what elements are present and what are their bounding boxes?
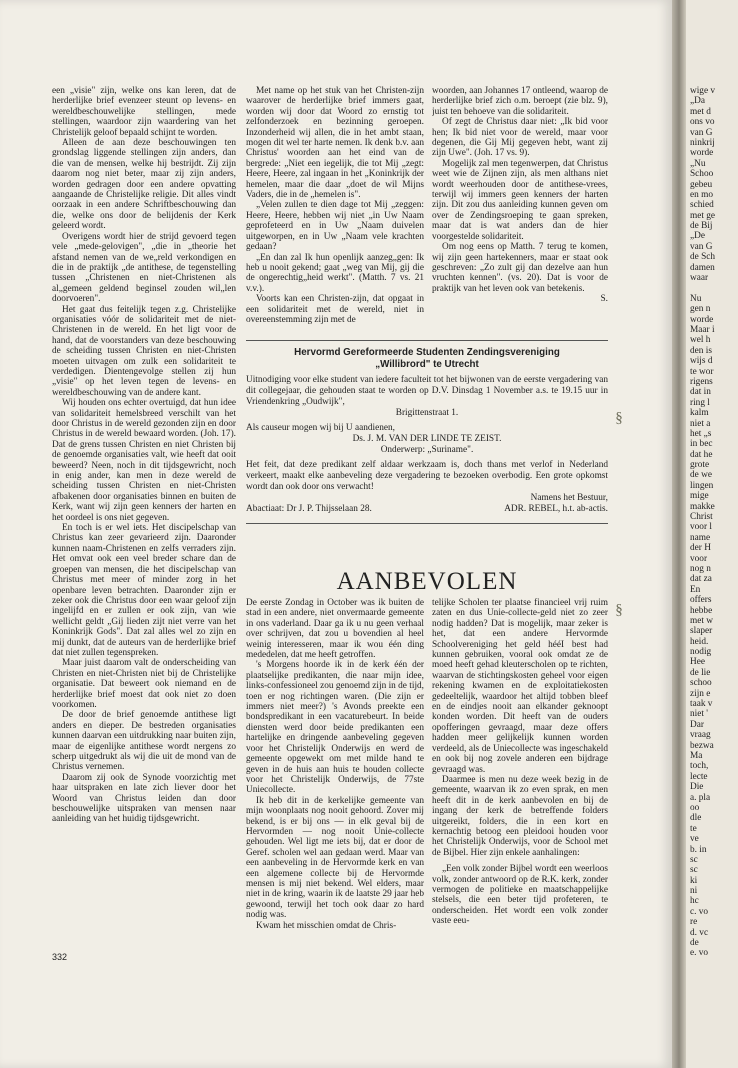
paragraph: Daarom zij ook de Synode voorzichtig met haar uitspraken en late zich liever door het Woord van Christus leiden dan door beschouwelijke uitspraken van mensen naar aanleiding van het huidig tijdsgewricht.	[52, 772, 236, 825]
announcement-invite: Uitnodiging voor elke student van iedere faculteit tot het bijwonen van de eerste vergadering van dit collegejaar, die gehouden staat te worden op D.V. Dinsdag 1 November a.s. te 19.15 uur in Vriendenkring „Oudwijk",	[246, 375, 608, 407]
announcement-box	[246, 340, 608, 560]
next-page-line: de lie	[690, 667, 711, 678]
next-page-line: niet '	[690, 709, 708, 720]
paragraph: Met name op het stuk van het Christen-zijn waarover de herderlijke brief immers gaat, worden wij door dat Woord zo ernstig tot zelfonderzoek en bezinning geroepen. Inzonderheid wij allen, die in het ambt staan, mogen dit wel ter harte nemen. Ik denk b.v. aan Christus' woorden aan het eind van de bergrede: „Niet een iegelijk, die tot Mij „zegt: Heere, Heere, zal ingaan in het „Koninkrijk der hemelen, maar die daar „doet de wil Mijns Vaders, die in de „hemelen is".	[246, 86, 424, 201]
next-page-line: waar	[690, 273, 709, 284]
paragraph: Kwam het misschien omdat de Chris-	[256, 920, 397, 931]
next-page-line: d. vc	[690, 927, 709, 938]
next-page-line: Hee	[690, 657, 705, 668]
next-page-line: gebeu	[690, 179, 713, 190]
next-page-line: zijn e	[690, 688, 711, 699]
next-page-line: bezwa	[690, 740, 714, 751]
binder-clip-icon: §	[615, 410, 623, 426]
paragraph: Om nog eens op Matth. 7 terug te komen, wij zijn geen hartekenners, maar er staat ook geschreven: „Zo zult gij dan dezelve aan hun vruchten kennen". (vs. 20). Dat is voor de praktijk van het leven ook van betekenis.	[432, 242, 608, 294]
next-page-line: hebbe	[690, 605, 713, 616]
next-page-line: Maar i	[690, 324, 715, 335]
next-page-line: lecte	[690, 771, 708, 782]
article-column-3	[432, 86, 608, 326]
next-page-line	[690, 283, 715, 293]
article-column-1	[52, 86, 236, 948]
next-page-line: dat he	[690, 449, 713, 460]
next-page-line: hc	[690, 896, 699, 907]
next-page-line: het „s	[690, 428, 712, 439]
paragraph: En toch is er wel iets. Het discipelschap van Christus kan zeer gevarieerd zijn. Daaronder kunnen naam-Christenen en zelfs verraders zijn. Het omvat ook een veel breder schare dan de groepen van mensen, die het discipelschap van Christus met meer of minder zorg in het openbare leven betrachten. Daaronder zijn er zeker ook die Christus door een waar geloof zijn ingelijfd en er zullen er ook zijn, van wie wellicht geldt „Gij lieden zijt niet verre van het Koninkrijk Gods". Dat zal alles wel zo zijn en mij dunkt, dat de auteurs van de herderlijke brief dat niet zullen tegenspreken.	[52, 523, 236, 658]
next-page-line: taak v	[690, 699, 713, 710]
next-page-line: offers	[690, 595, 712, 606]
divider	[246, 340, 608, 341]
next-page-line: dle	[690, 813, 702, 824]
paragraph: „Velen zullen te dien dage tot Mij „zeggen: Heere, Heere, hebben wij niet „in Uw Naam geprofeteerd en in Uw „Naam duivelen uitgeworpen, en in Uw „Naam vele krachten gedaan?	[246, 200, 424, 253]
next-page-line: ni	[690, 886, 698, 897]
page-number: 332	[52, 952, 68, 962]
next-page-line: dat in	[690, 387, 711, 398]
next-page-line: Ma	[690, 751, 703, 761]
next-page-edge	[686, 0, 738, 1068]
next-page-line: vraag	[690, 730, 711, 741]
next-page-line: ons vo	[690, 117, 715, 128]
paragraph: 's Morgens hoorde ik in de kerk één der plaatselijke predikanten, die naar mijn idee, links-confessioneel zou genoemd zijn in de tijd, toen er nog richtingen waren. (Die zijn er immers niet meer?) 's Avonds preekte een bondspredikant in een vacaturebeurt. In beide diensten werd door beide predikanten een hartelijke en dringende aanbeveling gegeven voor het Christelijk Onderwijs en werd de gemeente opgewekt om met milde hand te geven in de huis aan huis te houden collecte voor het Christelijk Onderwijs, de 77ste Uniecollecte.	[246, 660, 424, 796]
divider	[246, 523, 608, 524]
paragraph: Of zegt de Christus daar niet: „Ik bid voor hen; Ik bid niet voor de wereld, maar voor degenen, die Gij Mij gegeven hebt, want zij zijn Uwe". (Joh. 17 vs. 9).	[432, 117, 608, 159]
article-column-5	[432, 598, 608, 948]
article-column-2	[246, 86, 424, 326]
next-page-line: ninkrij	[690, 137, 715, 148]
next-page-line: niet a	[690, 418, 711, 429]
next-page-line: Dar	[690, 719, 704, 730]
next-page-line: de Bij	[690, 221, 713, 232]
paragraph: Ik heb dit in de kerkelijke gemeente van mijn woonplaats nog nooit gehoord. Zover mij bekend, is er bij ons — in elk geval bij de Hervormden — nog nooit Unie-collecte gehouden. Wel ligt me iets bij, dat er door de Geref. scholen wel aan gedaan werd. Maar van een aanbeveling in de Hervormde kerk en van een algemene collecte bij de Hervormde mensen is mij niet bekend. Wel elders, maar niet in de kring, waarin ik de laatste 29 jaar heb gewoond, terwijl het toch ook daar zo hard nodig was.	[246, 795, 424, 921]
next-page-line: te wor	[690, 366, 714, 377]
next-page-line: schoo	[690, 678, 712, 689]
next-page-line: makke	[690, 501, 715, 512]
announcement-footer	[246, 504, 608, 515]
next-page-line: ki	[690, 875, 698, 886]
article-column-4	[246, 598, 424, 948]
next-page-line: oo	[690, 802, 700, 813]
next-page-line: wige v	[690, 86, 716, 96]
paragraph: Voorts kan een Christen-zijn, dat opgaat in een solidariteit met de wereld, niet in overeenstemming zijn met de	[246, 294, 424, 325]
next-page-line: kalm	[690, 408, 709, 419]
paragraph: De door de brief genoemde antithese ligt anders en dieper. De bestreden organisaties kunnen daarvan een uitdrukking naar buiten zijn, maar de eigenlijke antithese wordt nergens zo scherp uitgedrukt als wij die uit de mond van de Christus vernemen.	[52, 710, 236, 773]
next-page-line: „Nu	[690, 158, 706, 169]
next-page-line: lingen	[690, 480, 714, 491]
paragraph: een „visie" zijn, welke ons kan leren, dat de herderlijke brief evenzeer steunt op levens- en wereldbeschouwelijke stellingen, mede stellingen, waardoor zijn waardering van het Christelijk geloof bepaald schijnt te worden.	[52, 86, 236, 138]
next-page-line: te	[690, 823, 697, 834]
next-page-line: c. vo	[690, 906, 709, 917]
paragraph: Het gaat dus feitelijk tegen z.g. Christelijke organisaties vóór de solidariteit met de niet-Christenen in de wereld. En het ligt voor de hand, dat de voorstanders van deze beschouwing de scheiding tussen Christen en niet-Christen moeten uitvagen om zulk een solidariteit te verdedigen. Dientengevolge stellen zij hun „visie" op het leven tegen de levens- en wereldbeschouwing van de andere kant.	[52, 304, 236, 398]
next-page-line: en mo	[690, 189, 713, 200]
next-page-line: wijs d	[690, 356, 713, 367]
announcement-abactiaat: Abactiaat: Dr J. P. Thijsselaan 28.	[246, 504, 372, 514]
announcement-body: Het feit, dat deze predikant zelf aldaar werkzaam is, doch thans met verlof in Nederland verkeert, maakt elke aanbeveling deze vergadering te bezoeken overbodig. Een grote opkomst wordt dan ook door ons verwacht!	[246, 460, 608, 492]
paragraph: Mogelijk zal men tegenwerpen, dat Christus weet wie de Zijnen zijn, als men althans niet wordt weerhouden door de antithese-vrees, terwijl wij immers geen kenners der harten zijn. Dit zou dus aanleiding kunnen geven om over de Zendingsroeping te gaan spreken, maar dat is wat anders dan de hier voorgestelde solidariteit.	[432, 158, 608, 242]
paragraph: „En dan zal Ik hun openlijk aanzeg„gen: Ik heb u nooit gekend; gaat „weg van Mij, gij die de ongerechtig„heid werkt". (Matth. 7 vs. 21 v.v.).	[246, 252, 424, 294]
next-page-line: den is	[690, 345, 712, 356]
next-page-line: wel h	[690, 335, 711, 346]
announcement-subject: Onderwerp: „Suriname".	[380, 445, 474, 455]
announcement-sender: ADR. REBEL, h.t. ab-actis.	[504, 504, 608, 514]
paragraph: Alleen de aan deze beschouwingen ten grondslag liggende stellingen zijn anders, dan die van de mensen, welke hij bestrijdt. Zij zijn daarom nog niet beter, maar zij zijn anders, worden gedragen door een andere opvatting aangaande de Christelijke religie. Dit alles vindt oorzaak in een andere Schriftbeschouwing dan die, welke ons door de belijdenis der Kerk geleerd wordt.	[52, 138, 236, 232]
next-page-line: damen	[690, 262, 715, 273]
paragraph: woorden, aan Johannes 17 ontleend, waarop de herderlijke brief zich o.m. beroept (zie blz. 9), juist ten behoeve van die solidariteit.	[432, 86, 608, 117]
next-page-line: in bec	[690, 439, 713, 450]
paragraph: Wij houden ons echter overtuigd, dat hun idee van solidariteit hemelsbreed verschilt van het door Christus in de wereld gezonden zijn en door Christus in de wereld bewaard worden. (Joh. 17). Dat de grens tussen Christen en niet Christen bij de genoemde organisaties valt, wie heeft dat ooit beweerd? Neen, noch in dit tijdsgewricht, noch in enig ander, kan men in deze wereld de scheiding tussen Christen en niet-Christen afbakenen door organisaties binnen en buiten de Kerk, want wij zijn geen kenners der harten en het oordeel is ons niet gegeven.	[52, 398, 236, 523]
binder-clip-icon: §	[615, 602, 623, 618]
next-page-line: nog n	[690, 563, 711, 574]
next-page-line: heid.	[690, 636, 709, 647]
paragraph: Maar juist daarom valt de onderscheiding van Christen en niet-Christen niet bij de Christelijke organisatie. Dat beweert ook niemand en de herderlijke brief moest dat ook niet zo doen voorkomen.	[52, 658, 236, 710]
next-page-line: name	[690, 532, 711, 543]
next-page-line: En	[690, 584, 701, 595]
announcement-speaker-intro: Als causeur mogen wij bij U aandienen,	[246, 423, 395, 433]
next-page-line: slaper	[690, 626, 713, 637]
paragraph: „Een volk zonder Bijbel wordt een weerloos volk, zonder antwoord op de R.K. kerk, zonder vermogen de politieke en maatschappelijke stelsels, die een beter tijd profeteren, te onderscheiden. Het wordt een volk zonder vaste eeu-	[432, 864, 608, 927]
next-page-line: worde	[690, 314, 714, 325]
paragraph: De eerste Zondag in October was ik buiten de stad in een andere, niet onvermaarde gemeente in ons vaderland. Daar ga ik u nu geen verhaal over schrijven, dat zou u bovendien al heel weinig interesseren, maar ik wou één ding mededelen, dat me heeft getroffen.	[246, 598, 424, 661]
next-page-line: der H	[690, 543, 711, 554]
next-page-line: de	[690, 938, 699, 949]
next-page-line: rigens	[690, 376, 713, 387]
next-page-line: ring l	[690, 397, 710, 408]
next-page-line: mige	[690, 491, 709, 502]
next-page-line: Die	[690, 782, 704, 793]
next-page-line: gen n	[690, 304, 711, 315]
next-page-line: a. pla	[690, 792, 711, 803]
next-page-line: nodig	[690, 647, 712, 658]
announcement-speaker: Ds. J. M. VAN DER LINDE TE ZEIST.	[352, 434, 502, 444]
next-page-line: voor l	[690, 522, 712, 533]
next-page-line: toch,	[690, 761, 709, 772]
paragraph: telijke Scholen ter plaatse financieel vrij ruim zaten en dus Unie-collecte-geld niet zo zeer nodig hadden? Dat is mogelijk, maar zeker is het, dat een andere Hervormde Schoolvereniging het geld hééI best had kunnen gebruiken, vooral ook omdat ze de moed heeft gehad kleuterscholen op te richten, waarvan de stichtingskosten geheel voor eigen rekening kwamen en de exploitatiekosten gedeeltelijk, waardoor het altijd tobben bleef en de eindjes nooit aan elkander geknoopt konden worden. Dit heeft van de ouders opofferingen gevraagd, maar deze offers hadden meer gelijkelijk kunnen worden verdeeld, als de Uniecollecte was ingeschakeld en ook bij nog zovele anderen een bijdrage gevraagd was.	[432, 598, 608, 775]
next-page-line: re	[690, 917, 698, 928]
next-page-line: van G	[690, 241, 713, 252]
announcement-signed: Namens het Bestuur,	[530, 493, 608, 503]
signature-text: S.	[600, 294, 608, 305]
next-page-line: e. vo	[690, 948, 709, 959]
paragraph: Overigens wordt hier de strijd gevoerd tegen vele „mede-gelovigen", „die in „theorie het afstand nemen van de we„reld verkondigen en die in de praktijk „de antithese, de tegenstelling tussen „Christenen en niet-Christenen als al„gemeen geldend beginsel zouden wil„len doorvoeren".	[52, 231, 236, 305]
next-page-line: Christ	[690, 512, 713, 523]
next-page-line: schied	[690, 200, 714, 211]
announcement-subtitle: „Willibrord" te Utrecht	[375, 359, 479, 370]
next-page-line: dat za	[690, 574, 712, 585]
next-page-line: grote	[690, 460, 710, 471]
next-page-line: „De	[690, 231, 705, 242]
next-page-line: sc	[690, 865, 698, 876]
next-page-line: Schoo	[690, 169, 714, 180]
announcement-address: Brigittenstraat 1.	[395, 408, 459, 418]
next-page-line: b. in	[690, 844, 707, 855]
next-page-line: ve	[690, 834, 699, 845]
next-page-line: „Da	[690, 96, 705, 107]
next-page-text	[690, 86, 715, 959]
next-page-line: Nu	[690, 293, 702, 304]
book-spine	[672, 0, 686, 1068]
next-page-line: voor	[690, 553, 708, 564]
next-page-line: sc	[690, 854, 698, 865]
next-page-line: met w	[690, 615, 713, 626]
next-page-line: van G	[690, 127, 713, 138]
next-page-line: met ge	[690, 210, 716, 221]
paragraph: Daarmee is men nu deze week bezig in de gemeente, waarvan ik zo even sprak, en men heeft dit in de kerk aanbevolen en bij de ingang der kerk de betreffende folders uitgereikt, folders, die in een kort en kernachtig betoog een pleidooi houden voor het Christelijk Onderwijs, voor de School met de Bijbel. Hier zijn enkele aanhalingen:	[432, 774, 608, 858]
next-page-line: de Sch	[690, 252, 716, 263]
next-page-line: de we	[690, 470, 712, 481]
next-page-line: met d	[690, 106, 711, 117]
article-headline: AANBEVOLEN	[336, 568, 518, 595]
announcement-title: Hervormd Gereformeerde Studenten Zendingsvereniging	[294, 347, 560, 358]
next-page-line: worde	[690, 148, 714, 159]
